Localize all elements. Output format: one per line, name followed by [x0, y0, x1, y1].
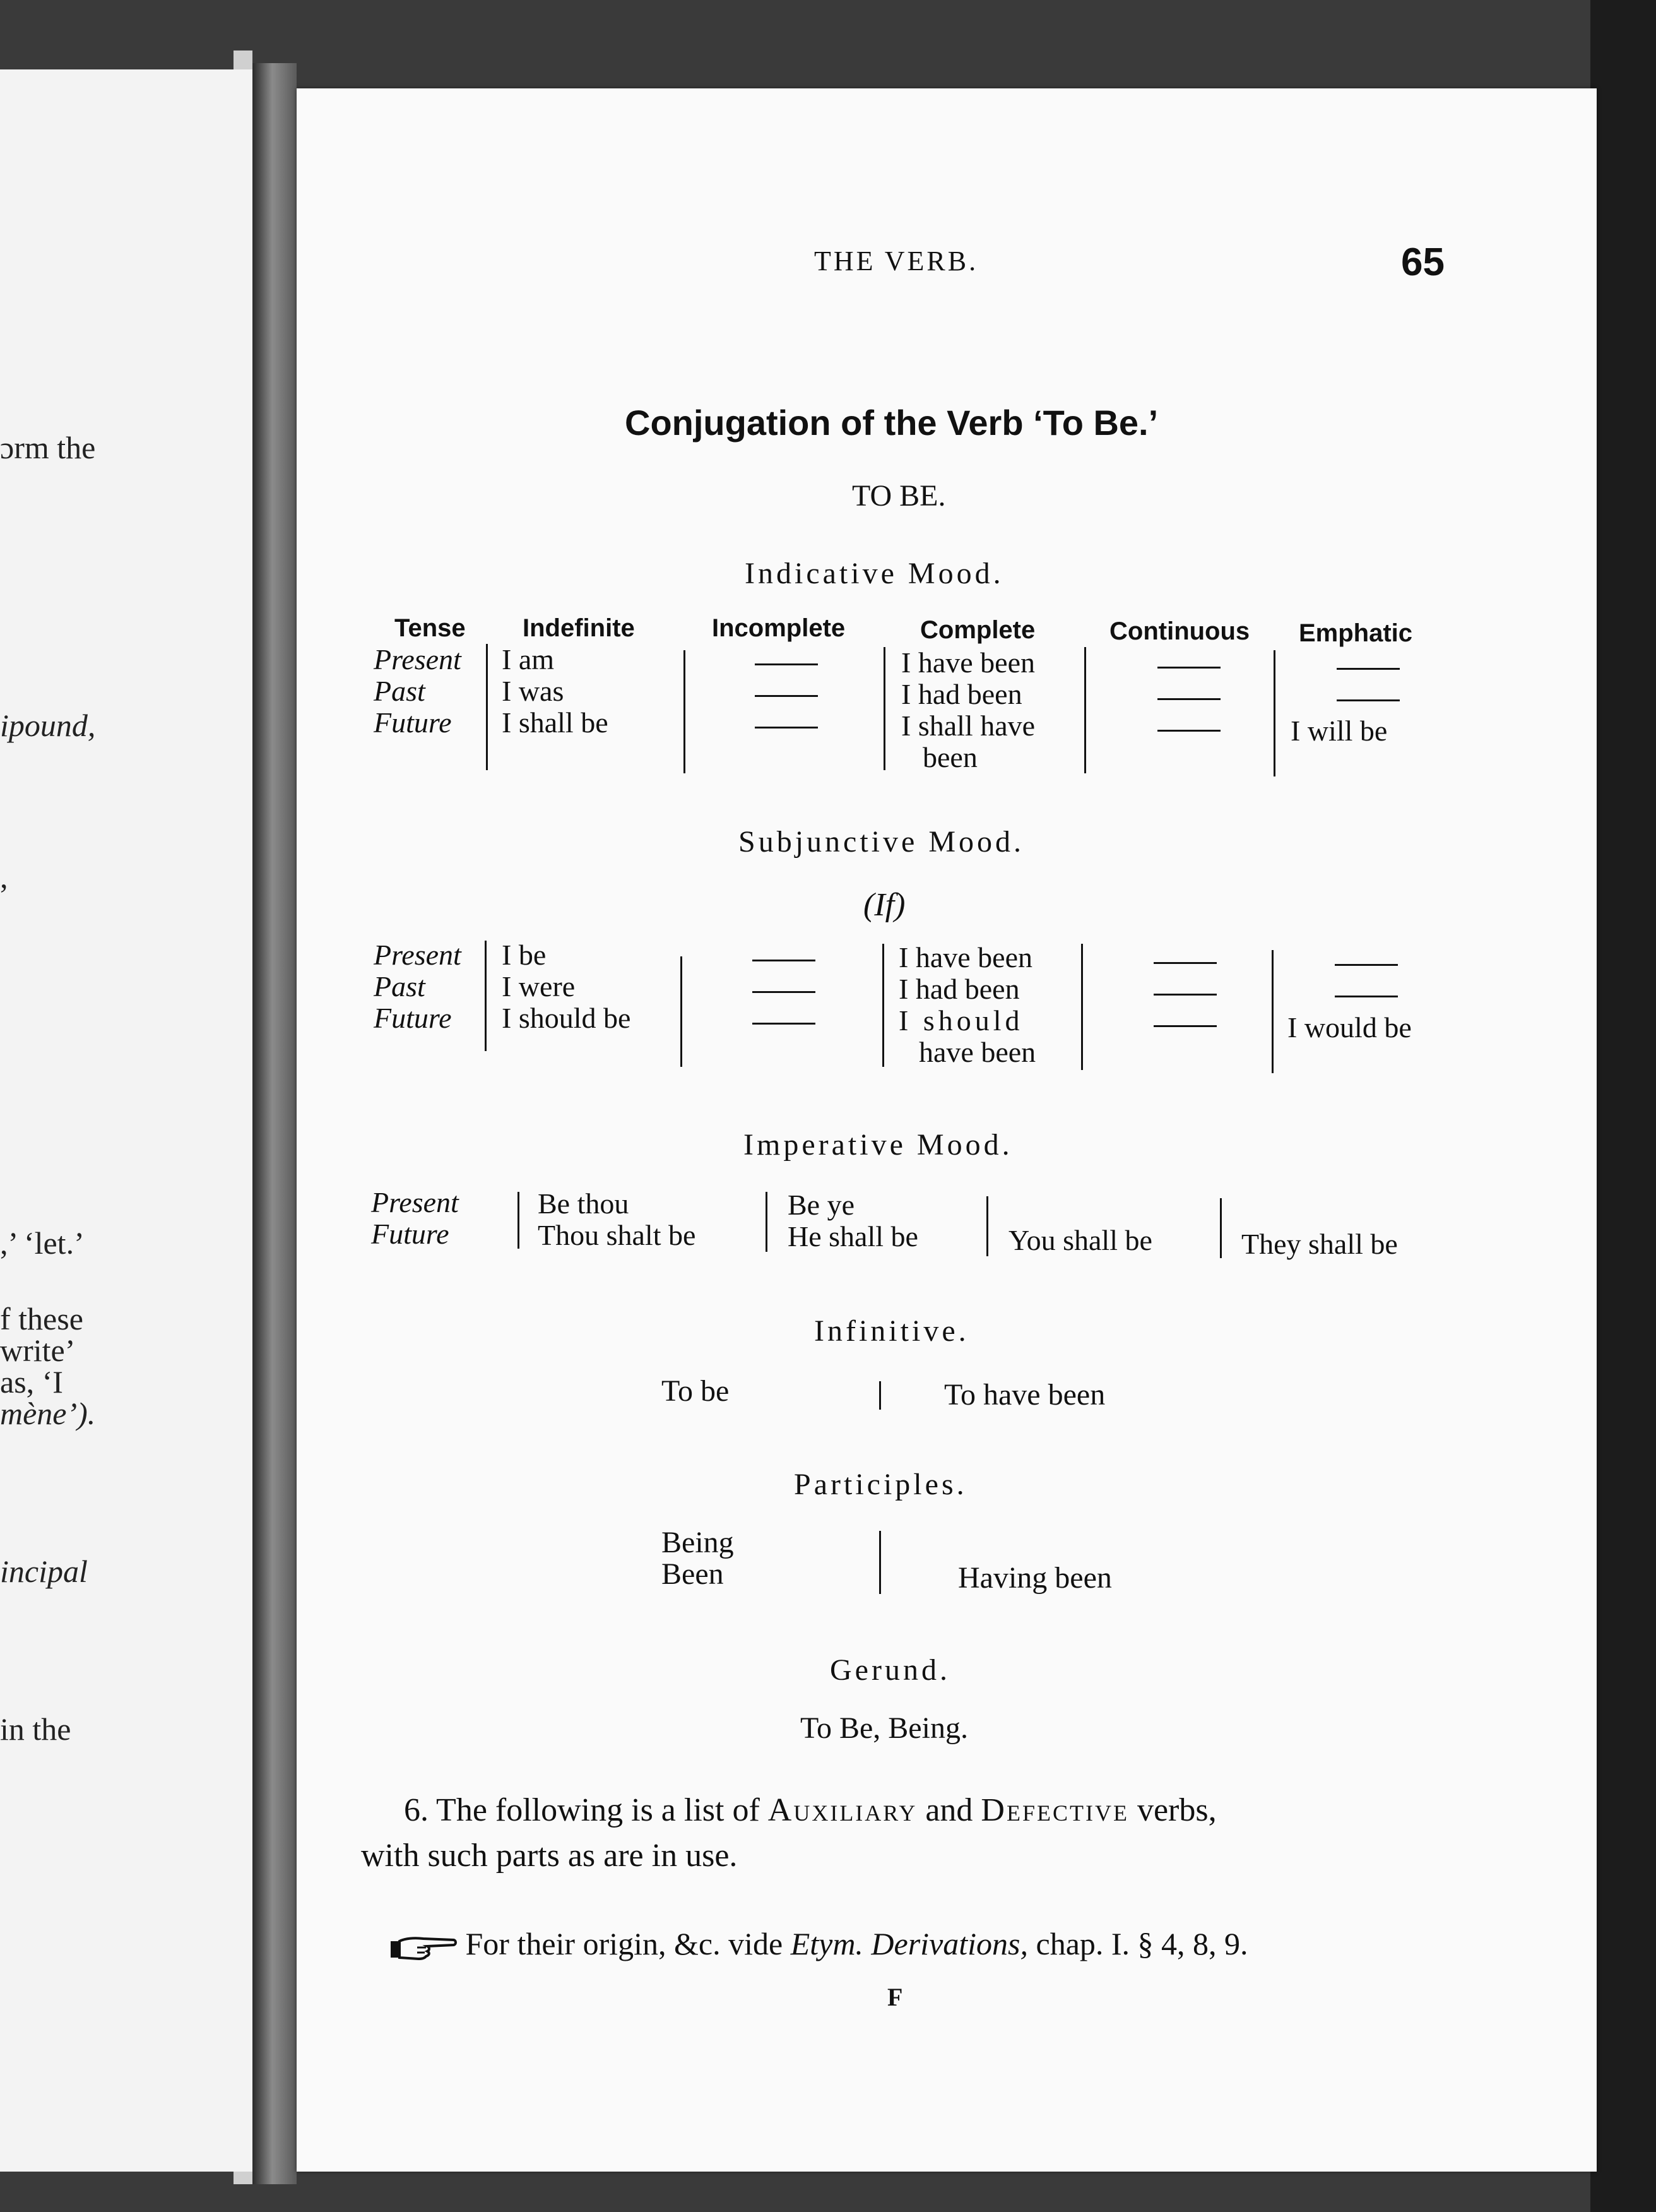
table-cell: I be — [502, 939, 547, 971]
empty-cell-dash — [1157, 698, 1221, 700]
footnote — [388, 1928, 1248, 1963]
empty-cell-dash — [752, 991, 815, 993]
table-rule — [683, 650, 685, 773]
left-fragment: as, ‘I — [0, 1364, 63, 1400]
table-rule — [518, 1192, 519, 1249]
table-cell: I had been — [899, 973, 1020, 1005]
table-cell: I would be — [1287, 1011, 1412, 1044]
table-cell: I have been — [899, 941, 1032, 973]
participle: Been — [661, 1557, 724, 1591]
paragraph-term: Auxiliary — [767, 1792, 918, 1828]
table-rule — [485, 941, 487, 1051]
table-rule — [1084, 647, 1086, 773]
tense-label: Present — [374, 643, 461, 675]
page-title: Conjugation of the Verb ‘To Be.’ — [625, 403, 1159, 443]
column-header: Continuous — [1109, 617, 1250, 645]
empty-cell-dash — [752, 1023, 815, 1025]
participle: Being — [661, 1526, 734, 1559]
subtitle: TO BE. — [852, 479, 946, 513]
left-page — [0, 69, 252, 2172]
table-cell: I will be — [1291, 715, 1388, 747]
empty-cell-dash — [1154, 1025, 1217, 1027]
left-fragment: ɔrm the — [0, 430, 96, 465]
table-rule — [986, 1196, 988, 1256]
table-cell: I should — [899, 1004, 1024, 1037]
paragraph-text: 6. The following is a list of — [404, 1792, 760, 1828]
table-cell: I should be — [502, 1002, 631, 1034]
empty-cell-dash — [1157, 730, 1221, 732]
table-cell: I shall have — [901, 710, 1036, 742]
table-cell: I am — [502, 643, 555, 675]
table-cell: He shall be — [788, 1220, 918, 1252]
page-number: 65 — [1401, 241, 1445, 284]
left-fragment: f these — [0, 1301, 83, 1336]
tense-label: Present — [374, 939, 461, 971]
gerund-text: To Be, Being. — [800, 1711, 968, 1745]
infinitive-present: To be — [661, 1374, 730, 1408]
table-cell: been — [923, 741, 978, 773]
table-rule — [1274, 650, 1275, 776]
left-fragment: write’ — [0, 1333, 76, 1368]
paragraph-line — [404, 1794, 1217, 1827]
tense-label: Past — [374, 675, 425, 707]
empty-cell-dash — [1337, 699, 1400, 701]
paragraph-text: verbs, — [1137, 1792, 1217, 1828]
imperative-heading: Imperative Mood. — [743, 1128, 1013, 1162]
table-rule — [1272, 950, 1274, 1073]
participles-heading: Participles. — [794, 1468, 967, 1501]
tense-label: Past — [374, 970, 425, 1002]
tense-label: Future — [374, 1002, 452, 1034]
table-cell: Be thou — [538, 1187, 629, 1220]
subjunctive-heading: Subjunctive Mood. — [738, 825, 1024, 859]
footnote-text: chap. I. § 4, 8, 9. — [1036, 1926, 1248, 1961]
empty-cell-dash — [1157, 667, 1221, 669]
infinitive-heading: Infinitive. — [814, 1314, 969, 1348]
table-rule — [884, 647, 885, 770]
table-rule — [1081, 944, 1083, 1070]
gerund-heading: Gerund. — [830, 1653, 950, 1687]
left-fragment: in the — [0, 1711, 71, 1747]
running-title: THE VERB. — [814, 246, 979, 276]
empty-cell-dash — [755, 695, 818, 697]
tense-label: Future — [374, 706, 452, 739]
left-fragment: , — [0, 859, 8, 895]
empty-cell-dash — [1154, 962, 1217, 964]
table-cell: I had been — [901, 678, 1022, 710]
table-cell: I shall be — [502, 706, 608, 739]
if-label: (If) — [863, 887, 906, 923]
pointing-hand-icon — [388, 1932, 458, 1963]
left-fragment: incipal — [0, 1554, 88, 1589]
table-cell: I were — [502, 970, 576, 1002]
tense-label: Future — [371, 1218, 449, 1250]
paragraph-term: Defective — [981, 1792, 1129, 1828]
column-header: Emphatic — [1299, 619, 1413, 647]
table-cell: have been — [919, 1036, 1036, 1068]
table-rule — [486, 644, 488, 770]
empty-cell-dash — [755, 727, 818, 728]
column-header: Complete — [920, 616, 1036, 644]
left-fragment: mène’). — [0, 1396, 96, 1431]
table-rule — [879, 1531, 881, 1594]
indicative-heading: Indicative Mood. — [745, 557, 1004, 590]
table-cell: You shall be — [1008, 1224, 1152, 1256]
tense-label: Present — [371, 1186, 459, 1218]
left-fragment: ,’ ‘let.’ — [0, 1225, 85, 1261]
paragraph-line: with such parts as are in use. — [361, 1838, 738, 1874]
column-header: Tense — [394, 614, 466, 642]
table-cell: Be ye — [788, 1189, 855, 1221]
table-rule — [879, 1381, 881, 1410]
empty-cell-dash — [1337, 668, 1400, 670]
empty-cell-dash — [1335, 964, 1398, 966]
participle-perfect: Having been — [958, 1561, 1112, 1595]
signature-mark: F — [887, 1983, 903, 2011]
table-cell: They shall be — [1241, 1228, 1398, 1260]
empty-cell-dash — [1154, 994, 1217, 996]
column-header: Incomplete — [712, 614, 846, 642]
footnote-ref: Etym. Derivations, — [790, 1926, 1029, 1961]
table-cell: Thou shalt be — [538, 1219, 696, 1251]
table-cell: I was — [502, 675, 564, 707]
column-header: Indefinite — [523, 614, 635, 642]
empty-cell-dash — [1335, 996, 1398, 997]
infinitive-perfect: To have been — [944, 1378, 1106, 1412]
table-rule — [766, 1192, 767, 1252]
book-spine — [1590, 0, 1656, 2212]
table-cell: I have been — [901, 646, 1035, 679]
table-rule — [882, 944, 884, 1067]
empty-cell-dash — [752, 960, 815, 961]
empty-cell-dash — [755, 663, 818, 665]
book-gutter — [252, 63, 297, 2184]
paragraph-text: and — [925, 1792, 973, 1828]
table-rule — [1220, 1198, 1222, 1258]
table-rule — [680, 956, 682, 1067]
left-fragment: ipound, — [0, 708, 96, 743]
footnote-text: For their origin, &c. vide — [465, 1926, 783, 1961]
